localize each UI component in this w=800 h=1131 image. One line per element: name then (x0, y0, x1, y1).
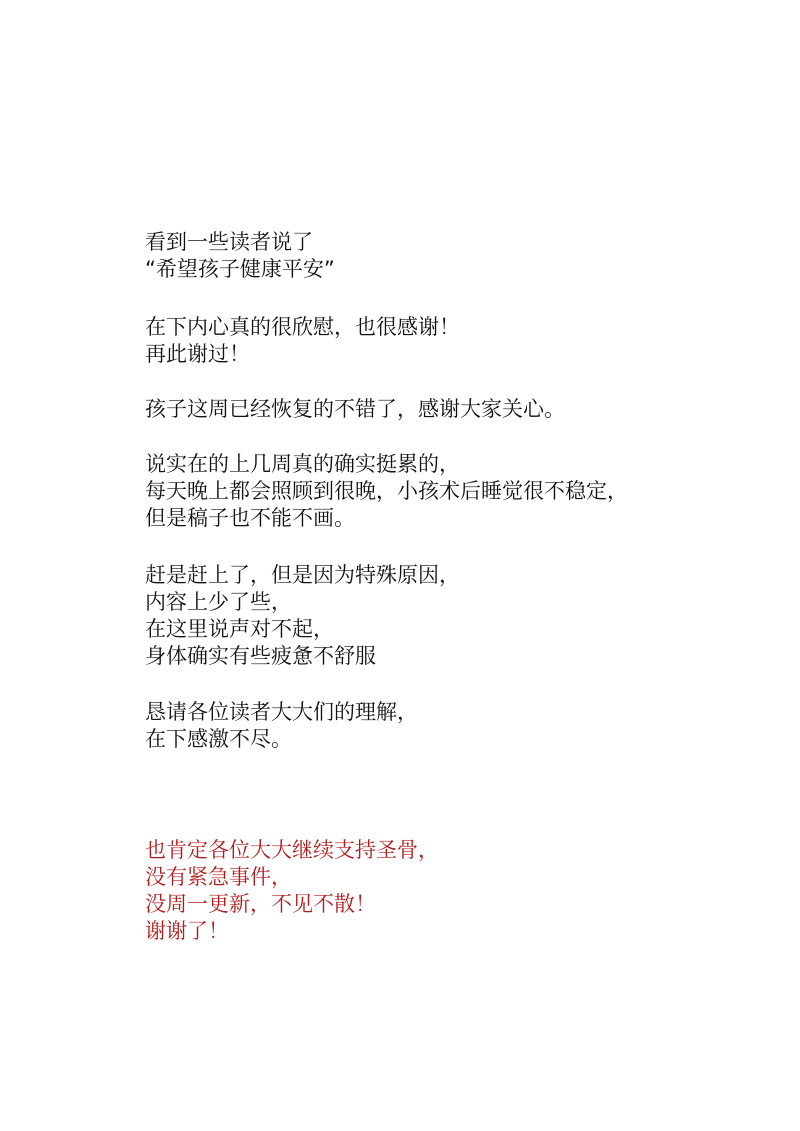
paragraph-understanding (145, 699, 418, 753)
closing-line: 也肯定各位大大继续支持圣骨， (145, 838, 439, 862)
text-line: 在下感激不尽。 (145, 727, 292, 751)
text-line: 内容上少了些， (145, 590, 292, 614)
text-line: 孩子这周已经恢复的不错了，感谢大家关心。 (145, 397, 565, 421)
text-line: “希望孩子健康平安” (145, 257, 335, 281)
paragraph-recovery (145, 396, 565, 423)
text-line: 赶是赶上了，但是因为特殊原因， (145, 563, 460, 587)
closing-line: 没有紧急事件， (145, 865, 292, 889)
text-line: 说实在的上几周真的确实挺累的， (145, 452, 460, 476)
closing-line: 没周一更新，不见不散！ (145, 892, 376, 916)
paragraph-intro (145, 229, 335, 283)
text-line: 身体确实有些疲惫不舒服 (145, 644, 376, 668)
text-line: 但是稿子也不能不画。 (145, 506, 355, 530)
paragraph-thanks (145, 314, 460, 368)
closing-message (145, 837, 439, 945)
text-line: 恳请各位读者大大们的理解， (145, 700, 418, 724)
text-line: 每天晚上都会照顾到很晚，小孩术后睡觉很不稳定， (145, 479, 628, 503)
paragraph-apology (145, 562, 460, 670)
text-line: 在这里说声对不起， (145, 617, 334, 641)
text-line: 看到一些读者说了 (145, 230, 313, 254)
paragraph-tired (145, 451, 628, 532)
text-line: 再此谢过！ (145, 342, 250, 366)
closing-line: 谢谢了！ (145, 919, 229, 943)
text-line: 在下内心真的很欣慰，也很感谢！ (145, 315, 460, 339)
